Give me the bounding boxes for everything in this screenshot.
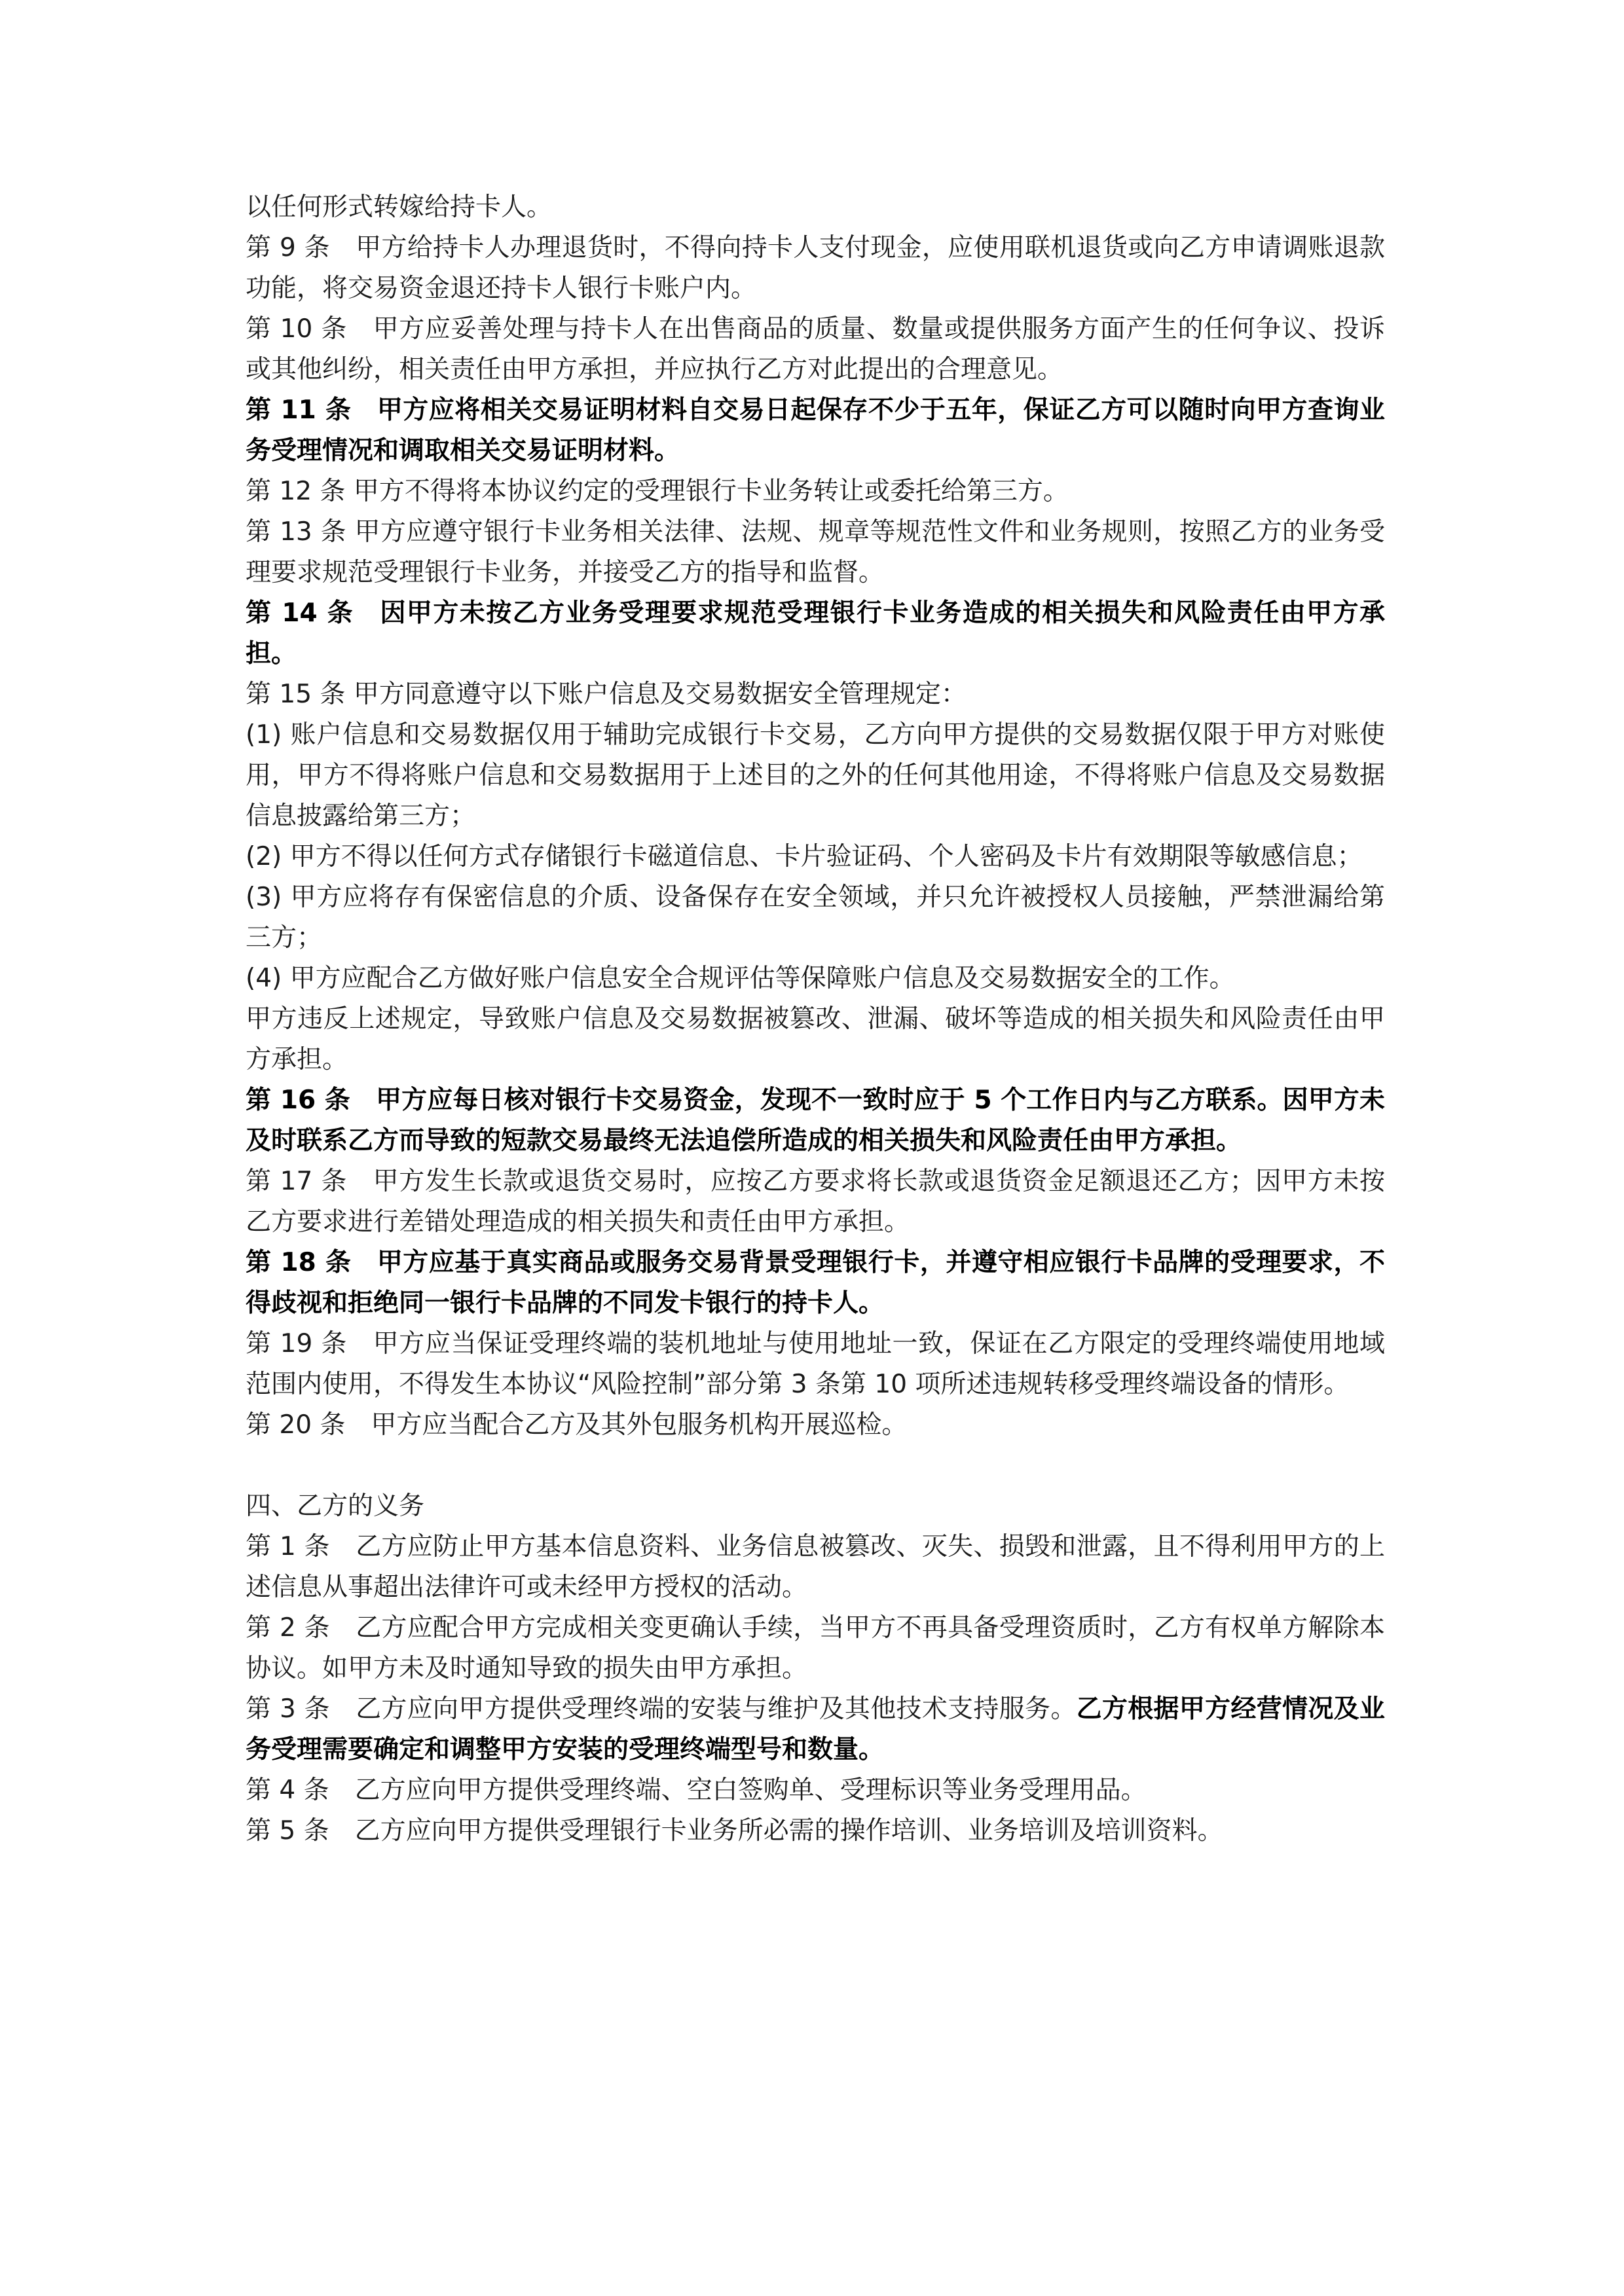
party-b-article-1: 第 1 条 乙方应防止甲方基本信息资料、业务信息被篡改、灭失、损毁和泄露，且不得利用甲方的上述信息从事超出法律许可或未经甲方授权的活动。 — [246, 1532, 1385, 1602]
party-b-article-3-text: 第 3 条 乙方应向甲方提供受理终端的安装与维护及其他技术支持服务。 — [246, 1694, 1077, 1724]
article-15-item-1: (1) 账户信息和交易数据仅用于辅助完成银行卡交易，乙方向甲方提供的交易数据仅限于甲方对账使用，甲方不得将账户信息和交易数据用于上述目的之外的任何其他用途，不得将账户信息及交易数据信息披露给第三方； — [246, 720, 1385, 831]
article-14: 第 14 条 因甲方未按乙方业务受理要求规范受理银行卡业务造成的相关损失和风险责任由甲方承担。 — [246, 598, 1385, 668]
party-b-article-4: 第 4 条 乙方应向甲方提供受理终端、空白签购单、受理标识等业务受理用品。 — [246, 1776, 1147, 1805]
article-15-item-2: (2) 甲方不得以任何方式存储银行卡磁道信息、卡片验证码、个人密码及卡片有效期限等敏感信息； — [246, 842, 1363, 871]
party-b-article-5: 第 5 条 乙方应向甲方提供受理银行卡业务所必需的操作培训、业务培训及培训资料。 — [246, 1816, 1223, 1846]
party-b-article-2: 第 2 条 乙方应配合甲方完成相关变更确认手续，当甲方不再具备受理资质时，乙方有权单方解除本协议。如甲方未及时通知导致的损失由甲方承担。 — [246, 1613, 1385, 1683]
article-11: 第 11 条 甲方应将相关交易证明材料自交易日起保存不少于五年，保证乙方可以随时向甲方查询业务受理情况和调取相关交易证明材料。 — [246, 395, 1385, 465]
article-17: 第 17 条 甲方发生长款或退货交易时，应按乙方要求将长款或退货资金足额退还乙方；因甲方未按乙方要求进行差错处理造成的相关损失和责任由甲方承担。 — [246, 1167, 1385, 1237]
paragraph: 以任何形式转嫁给持卡人。 — [246, 192, 553, 222]
article-15-item-4: (4) 甲方应配合乙方做好账户信息安全合规评估等保障账户信息及交易数据安全的工作。 — [246, 964, 1235, 993]
article-15-liability: 甲方违反上述规定，导致账户信息及交易数据被篡改、泄漏、破坏等造成的相关损失和风险责任由甲方承担。 — [246, 1004, 1385, 1074]
article-13: 第 13 条 甲方应遵守银行卡业务相关法律、法规、规章等规范性文件和业务规则，按照乙方的业务受理要求规范受理银行卡业务，并接受乙方的指导和监督。 — [246, 517, 1385, 587]
party-b-article-3-bold: 乙方根据甲方经营情况及业务受理需要确定和调整甲方安装的受理终端型号和数量。 — [246, 1694, 1385, 1764]
article-15: 第 15 条 甲方同意遵守以下账户信息及交易数据安全管理规定： — [246, 680, 967, 709]
article-16: 第 16 条 甲方应每日核对银行卡交易资金，发现不一致时应于 5 个工作日内与乙方联系。因甲方未及时联系乙方而导致的短款交易最终无法追偿所造成的相关损失和风险责任由甲方承担。 — [246, 1085, 1385, 1156]
article-12: 第 12 条 甲方不得将本协议约定的受理银行卡业务转让或委托给第三方。 — [246, 477, 1069, 506]
party-b-article-3 — [246, 1689, 1385, 1770]
article-18: 第 18 条 甲方应基于真实商品或服务交易背景受理银行卡，并遵守相应银行卡品牌的受理要求，不得歧视和拒绝同一银行卡品牌的不同发卡银行的持卡人。 — [246, 1248, 1385, 1318]
article-15-item-3: (3) 甲方应将存有保密信息的介质、设备保存在安全领域，并只允许被授权人员接触，严禁泄漏给第三方； — [246, 883, 1385, 953]
document-page — [246, 187, 1385, 1851]
article-9: 第 9 条 甲方给持卡人办理退货时，不得向持卡人支付现金，应使用联机退货或向乙方申请调账退款功能，将交易资金退还持卡人银行卡账户内。 — [246, 233, 1385, 303]
section-heading: 四、乙方的义务 — [246, 1491, 425, 1521]
article-20: 第 20 条 甲方应当配合乙方及其外包服务机构开展巡检。 — [246, 1410, 908, 1440]
section-gap — [246, 1446, 1385, 1486]
article-19: 第 19 条 甲方应当保证受理终端的装机地址与使用地址一致，保证在乙方限定的受理终端使用地域范围内使用，不得发生本协议“风险控制”部分第 3 条第 10 项所述违规转移受理终端设备的情形。 — [246, 1329, 1385, 1399]
article-10: 第 10 条 甲方应妥善处理与持卡人在出售商品的质量、数量或提供服务方面产生的任何争议、投诉或其他纠纷，相关责任由甲方承担，并应执行乙方对此提出的合理意见。 — [246, 314, 1385, 384]
